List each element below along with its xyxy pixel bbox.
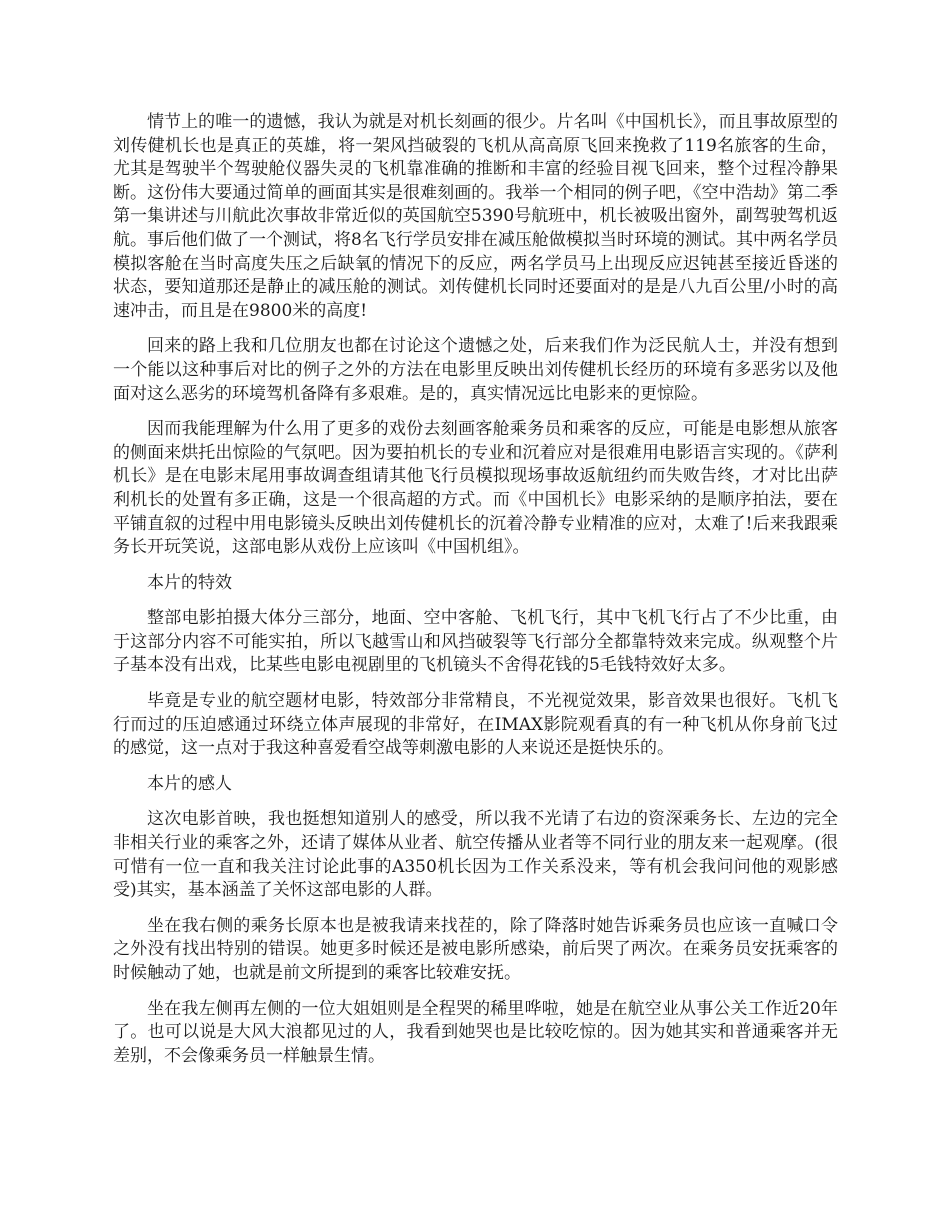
paragraph: 这次电影首映，我也挺想知道别人的感受，所以我不光请了右边的资深乘务长、左边的完全非相关行业的乘客之外，还请了媒体从业者、航空传播从业者等不同行业的朋友来一起观摩。(很可惜有一位一直和我关注讨论此事的A350机长因为工作关系没来，等有机会我问问他的观影感受)其实，基本涵盖了关怀这部电影的人群。 <box>113 809 838 901</box>
paragraph: 因而我能理解为什么用了更多的戏份去刻画客舱乘务员和乘客的反应，可能是电影想从旅客的侧面来烘托出惊险的气氛吧。因为要拍机长的专业和沉着应对是很难用电影语言实现的。《萨利机长》是在电影末尾用事故调查组请其他飞行员模拟现场事故返航纽约而失败告终，才对比出萨利机长的处置有多正确，这是一个很高超的方式。而《中国机长》电影采纳的是顺序拍法，要在平铺直叙的过程中用电影镜头反映出刘传健机长的沉着冷静专业精准的应对，太难了!后来我跟乘务长开玩笑说，这部电影从戏份上应该叫《中国机组》。 <box>113 419 838 558</box>
paragraph: 毕竟是专业的航空题材电影，特效部分非常精良，不光视觉效果，影音效果也很好。飞机飞行而过的压迫感通过环绕立体声展现的非常好，在IMAX影院观看真的有一种飞机从你身前飞过的感觉，这一点对于我这种喜爱看空战等刺激电影的人来说还是挺快乐的。 <box>113 691 838 759</box>
paragraph: 坐在我右侧的乘务长原本也是被我请来找茬的，除了降落时她告诉乘务员也应该一直喊口令之外没有找出特别的错误。她更多时候还是被电影所感染，前后哭了两次。在乘务员安抚乘客的时候触动了她，也就是前文所提到的乘客比较难安抚。 <box>113 915 838 983</box>
section-heading: 本片的感人 <box>147 773 232 794</box>
section-heading: 本片的特效 <box>147 572 232 593</box>
paragraph: 回来的路上我和几位朋友也都在讨论这个遗憾之处，后来我们作为泛民航人士，并没有想到一个能以这种事后对比的例子之外的方法在电影里反映出刘传健机长经历的环境有多恶劣以及他面对这么恶劣的环境驾机备降有多艰难。是的，真实情况远比电影来的更惊险。 <box>113 336 838 404</box>
paragraph: 情节上的唯一的遗憾，我认为就是对机长刻画的很少。片名叫《中国机长》，而且事故原型的刘传健机长也是真正的英雄，将一架风挡破裂的飞机从高高原飞回来挽救了119名旅客的生命，尤其是驾驶半个驾驶舱仪器失灵的飞机靠准确的推断和丰富的经验目视飞回来，整个过程冷静果断。这份伟大要通过简单的画面其实是很难刻画的。我举一个相同的例子吧，《空中浩劫》第二季第一集讲述与川航此次事故非常近似的英国航空5390号航班中，机长被吸出窗外，副驾驶驾机返航。事后他们做了一个测试，将8名飞行学员安排在减压舱做模拟当时环境的测试。其中两名学员模拟客舱在当时高度失压之后缺氧的情况下的反应，两名学员马上出现反应迟钝甚至接近昏迷的状态，要知道那还是静止的减压舱的测试。刘传健机长同时还要面对的是是八九百公里/小时的高速冲击，而且是在9800米的高度! <box>113 112 838 321</box>
paragraph: 坐在我左侧再左侧的一位大姐姐则是全程哭的稀里哗啦，她是在航空业从事公关工作近20年了。也可以说是大风大浪都见过的人，我看到她哭也是比较吃惊的。因为她其实和普通乘客并无差别，不会像乘务员一样触景生情。 <box>113 998 838 1066</box>
paragraph: 整部电影拍摄大体分三部分，地面、空中客舱、飞机飞行，其中飞机飞行占了不少比重，由于这部分内容不可能实拍，所以飞越雪山和风挡破裂等飞行部分全都靠特效来完成。纵观整个片子基本没有出戏，比某些电影电视剧里的飞机镜头不舍得花钱的5毛钱特效好太多。 <box>113 608 838 676</box>
article-body <box>113 111 838 1080</box>
